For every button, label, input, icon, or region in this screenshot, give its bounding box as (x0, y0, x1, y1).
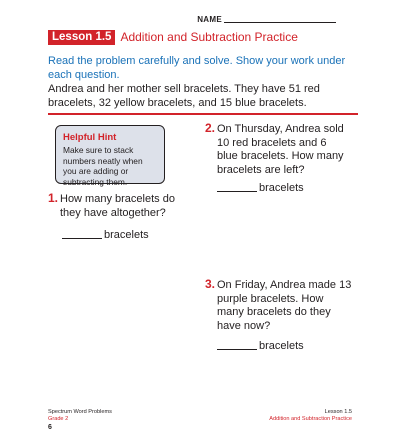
question-number: 1. (48, 191, 59, 205)
answer-blank (217, 349, 257, 350)
footer-lesson: Lesson 1.5 (324, 409, 352, 415)
answer-blank (62, 238, 102, 239)
lesson-badge: Lesson 1.5 (48, 30, 115, 45)
answer-1 (62, 229, 149, 241)
question-3 (205, 277, 352, 333)
question-number: 2. (205, 121, 216, 135)
footer-left (48, 409, 112, 432)
hint-text: Make sure to stack numbers neatly when you are adding or subtracting them. (63, 145, 143, 187)
question-text: On Thursday, Andrea sold 10 red bracelets and 6 blue bracelets. How many bracelets are left? (217, 123, 344, 176)
divider (48, 113, 358, 115)
footer-grade: Grade 2 (48, 416, 69, 422)
answer-unit: bracelets (259, 182, 304, 194)
answer-unit: bracelets (104, 229, 149, 241)
question-text: How many bracelets do they have altogether? (60, 193, 175, 219)
problem-statement: Andrea and her mother sell bracelets. They have 51 red bracelets, 32 yellow bracelets, and 15 blue bracelets. (48, 83, 320, 109)
question-number: 3. (205, 277, 216, 291)
lesson-title: Addition and Subtraction Practice (120, 30, 298, 44)
footer-subtitle: Addition and Subtraction Practice (269, 416, 352, 422)
name-line (224, 22, 336, 23)
answer-unit: bracelets (259, 340, 304, 352)
question-1 (48, 191, 190, 220)
name-label: NAME (197, 15, 222, 24)
lesson-header (48, 30, 298, 45)
answer-3 (217, 340, 304, 352)
name-field (197, 15, 336, 24)
question-2 (205, 121, 347, 177)
helpful-hint-box (55, 125, 165, 187)
hint-title: Helpful Hint (63, 132, 117, 143)
answer-2 (217, 182, 304, 194)
page-number: 6 (48, 424, 52, 431)
question-text: On Friday, Andrea made 13 purple bracelets. How many bracelets do they have now? (217, 279, 352, 332)
answer-blank (217, 191, 257, 192)
footer-right (269, 409, 352, 423)
footer-book: Spectrum Word Problems (48, 409, 112, 415)
instructions: Read the problem carefully and solve. Show your work under each question. (48, 55, 346, 81)
